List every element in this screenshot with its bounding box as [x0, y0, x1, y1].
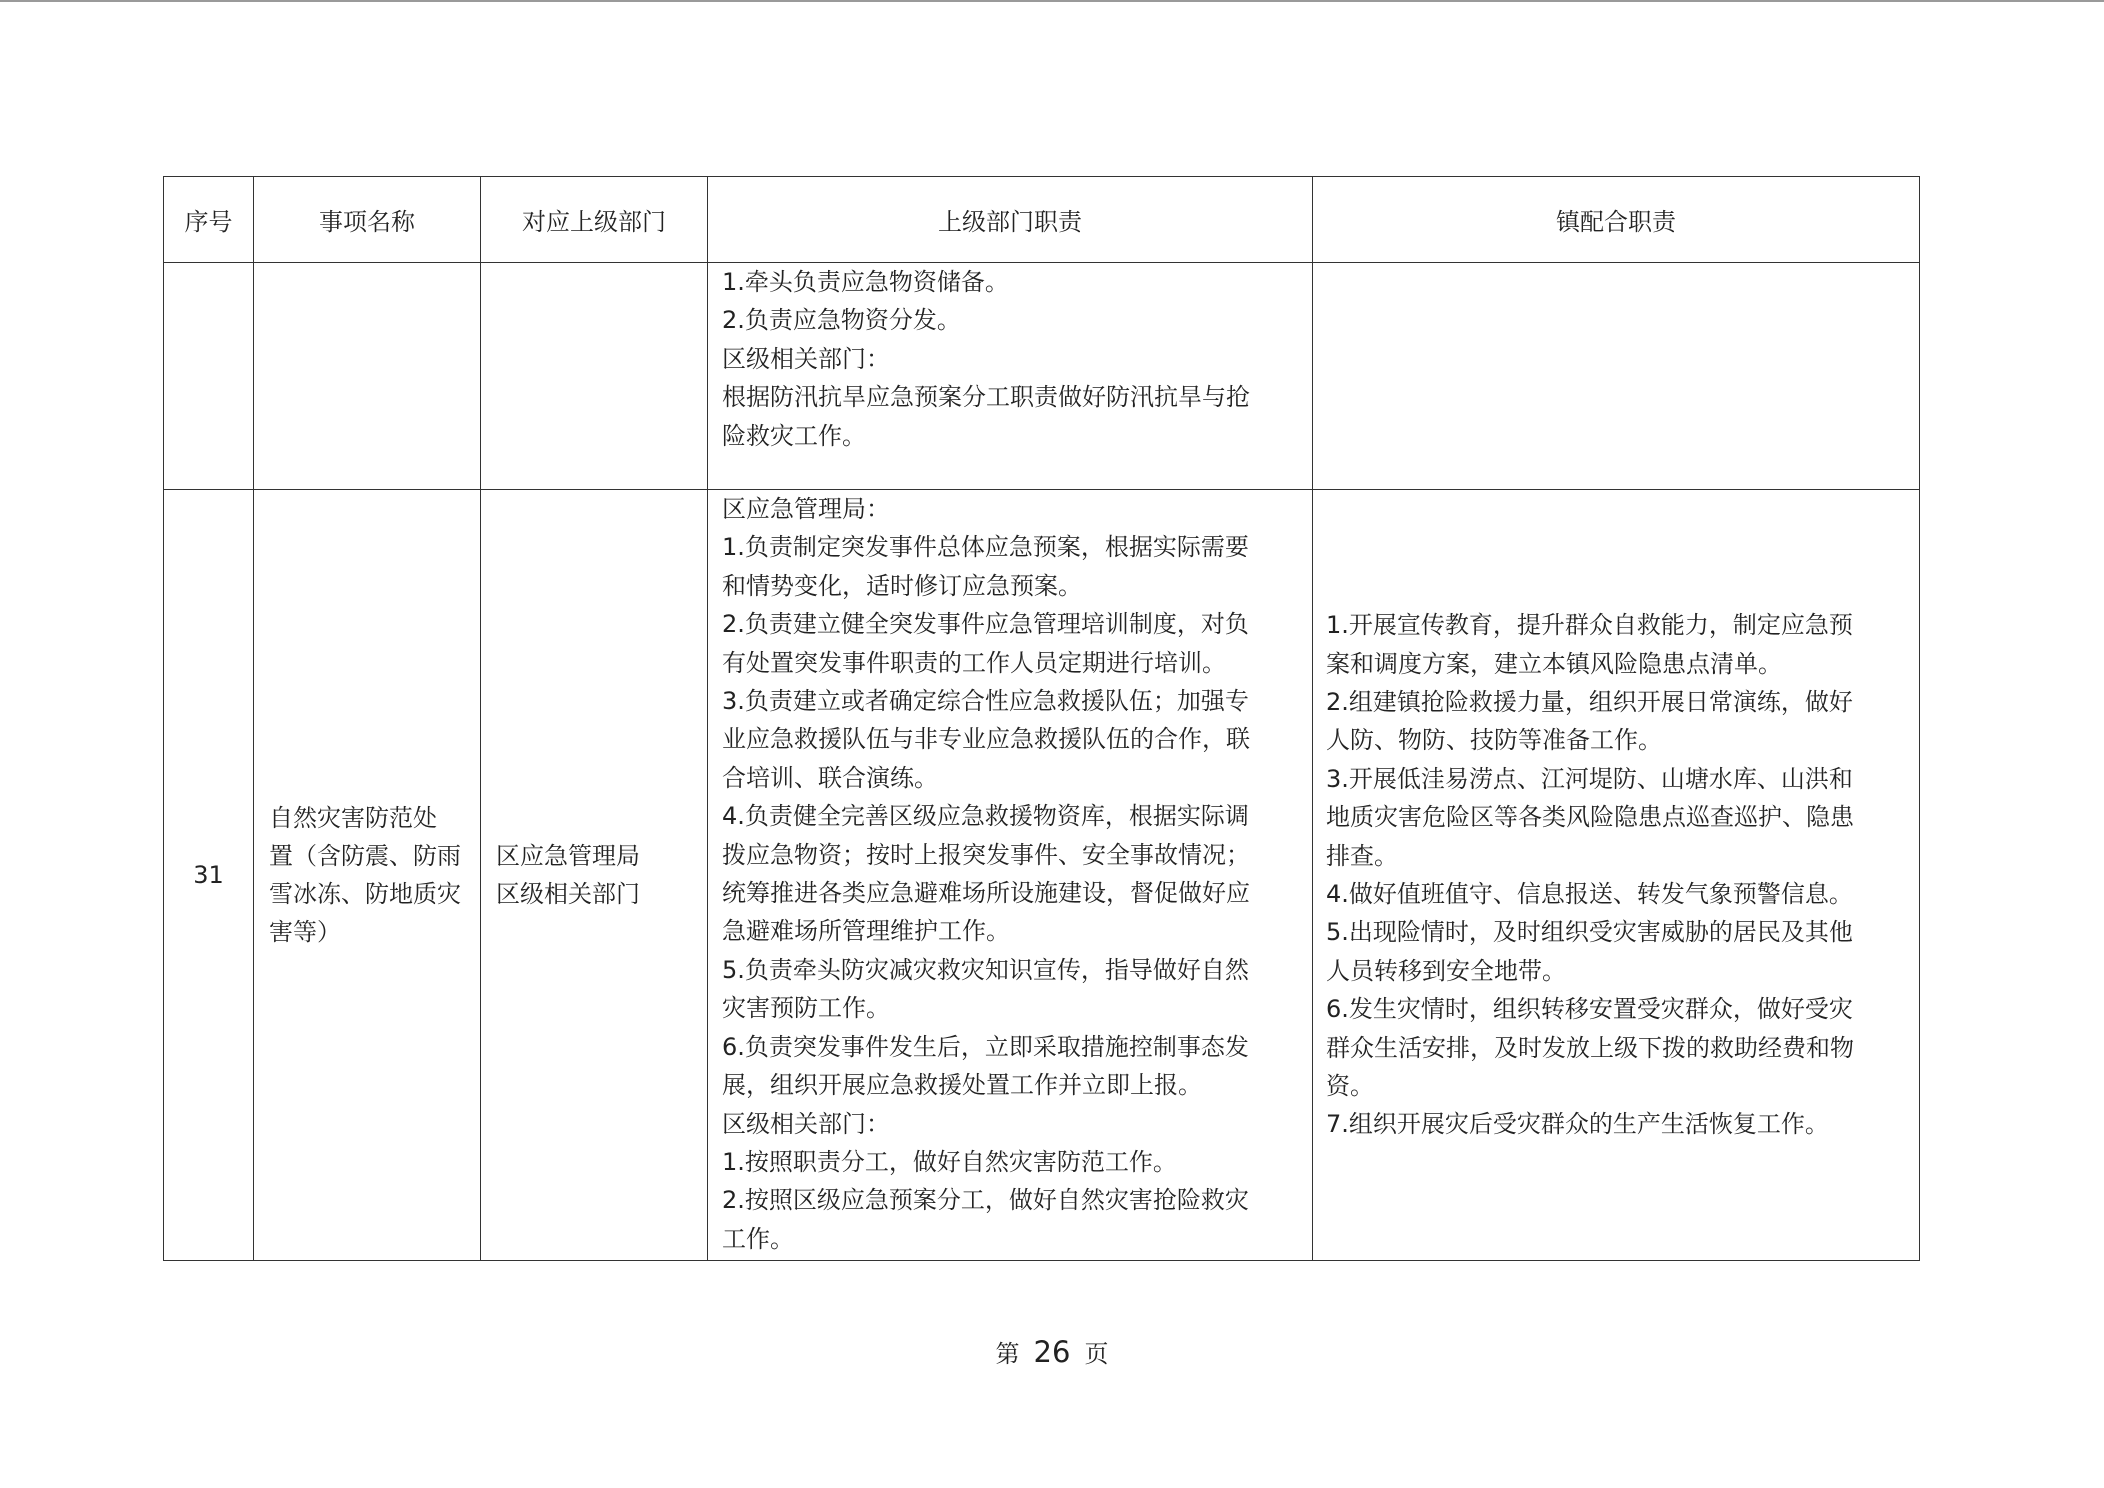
- dept-line: 区级相关部门: [496, 880, 640, 908]
- header-superior-dept: 对应上级部门: [481, 177, 708, 263]
- page-footer: [0, 1334, 2104, 1369]
- town-line: 群众生活安排，及时发放上级下拨的救助经费和物: [1326, 1033, 1854, 1062]
- header-item-name: 事项名称: [254, 177, 481, 263]
- duty-line: 4.负责健全完善区级应急救援物资库，根据实际调: [722, 802, 1249, 831]
- duty-line: 有处置突发事件职责的工作人员定期进行培训。: [722, 648, 1226, 677]
- duty-line: 3.负责建立或者确定综合性应急救援队伍；加强专: [722, 687, 1249, 716]
- duty-line: 统筹推进各类应急避难场所设施建设，督促做好应: [722, 879, 1250, 908]
- header-superior-duty: 上级部门职责: [708, 177, 1313, 263]
- duty-line: 2.负责应急物资分发。: [722, 306, 961, 335]
- cell-number: 31: [164, 490, 254, 1261]
- duty-line: 2.按照区级应急预案分工，做好自然灾害抢险救灾: [722, 1186, 1249, 1215]
- duty-line: 区级相关部门：: [722, 344, 890, 373]
- dept-line: 区应急管理局: [496, 842, 640, 870]
- duty-line: 合培训、联合演练。: [722, 763, 938, 792]
- cell-item-name: [254, 263, 481, 490]
- name-line: 自然灾害防范处: [269, 804, 437, 832]
- page-suffix: 页: [1084, 1340, 1109, 1368]
- duty-line: 区应急管理局：: [722, 495, 890, 523]
- duty-line: 和情势变化，适时修订应急预案。: [722, 571, 1082, 600]
- cell-superior-dept: [481, 490, 708, 1261]
- cell-number: [164, 263, 254, 490]
- name-line: 雪冰冻、防地质灾: [269, 880, 461, 908]
- town-line: 案和调度方案，建立本镇风险隐患点清单。: [1326, 649, 1782, 678]
- duty-line: 2.负责建立健全突发事件应急管理培训制度，对负: [722, 610, 1249, 639]
- duty-line: 1.负责制定突发事件总体应急预案，根据实际需要: [722, 533, 1249, 562]
- duty-line: 展，组织开展应急救援处置工作并立即上报。: [722, 1071, 1202, 1100]
- duty-line: 6.负责突发事件发生后，立即采取措施控制事态发: [722, 1032, 1249, 1061]
- town-line: 2.组建镇抢险救援力量，组织开展日常演练，做好: [1326, 687, 1853, 716]
- cell-town-duty: [1313, 490, 1920, 1261]
- town-line: 排查。: [1326, 841, 1398, 870]
- town-line: 6.发生灾情时，组织转移安置受灾群众，做好受灾: [1326, 995, 1853, 1024]
- cell-town-duty: [1313, 263, 1920, 490]
- duty-line: 急避难场所管理维护工作。: [722, 917, 1010, 946]
- duty-line: 1.按照职责分工，做好自然灾害防范工作。: [722, 1147, 1177, 1176]
- cell-superior-duty: [708, 263, 1313, 490]
- duty-line: 业应急救援队伍与非专业应急救援队伍的合作，联: [722, 725, 1250, 754]
- duty-line: 1.牵头负责应急物资储备。: [722, 268, 1009, 296]
- page-top-border: [0, 0, 2104, 2]
- responsibility-table: [163, 176, 1920, 1261]
- duty-line: 险救灾工作。: [722, 421, 866, 450]
- duty-line: 5.负责牵头防灾减灾救灾知识宣传，指导做好自然: [722, 955, 1249, 984]
- page-prefix: 第: [995, 1340, 1020, 1368]
- name-line: 置（含防震、防雨: [269, 842, 461, 870]
- table-header-row: [164, 177, 1920, 263]
- page-number: 26: [1033, 1335, 1071, 1369]
- table-row-31: [164, 490, 1920, 1261]
- cell-item-name: [254, 490, 481, 1261]
- town-line: 3.开展低洼易涝点、江河堤防、山塘水库、山洪和: [1326, 764, 1853, 793]
- town-line: 资。: [1326, 1072, 1374, 1101]
- town-line: 地质灾害危险区等各类风险隐患点巡查巡护、隐患: [1326, 803, 1854, 832]
- town-line: 4.做好值班值守、信息报送、转发气象预警信息。: [1326, 880, 1853, 908]
- duty-line: 根据防汛抗旱应急预案分工职责做好防汛抗旱与抢: [722, 383, 1250, 412]
- name-line: 害等）: [269, 918, 341, 946]
- header-town-duty: 镇配合职责: [1313, 177, 1920, 263]
- duty-line: 工作。: [722, 1224, 794, 1253]
- table-row-continued: [164, 263, 1920, 490]
- cell-superior-duty: [708, 490, 1313, 1261]
- town-line: 1.开展宣传教育，提升群众自救能力，制定应急预: [1326, 611, 1853, 640]
- town-line: 5.出现险情时，及时组织受灾害威胁的居民及其他: [1326, 918, 1853, 947]
- town-line: 人员转移到安全地带。: [1326, 956, 1566, 985]
- cell-superior-dept: [481, 263, 708, 490]
- duty-line: 灾害预防工作。: [722, 994, 890, 1023]
- duty-line: 区级相关部门：: [722, 1109, 890, 1138]
- duty-line: 拨应急物资；按时上报突发事件、安全事故情况；: [722, 840, 1250, 869]
- town-line: 7.组织开展灾后受灾群众的生产生活恢复工作。: [1326, 1110, 1829, 1139]
- header-number: 序号: [164, 177, 254, 263]
- town-line: 人防、物防、技防等准备工作。: [1326, 726, 1662, 755]
